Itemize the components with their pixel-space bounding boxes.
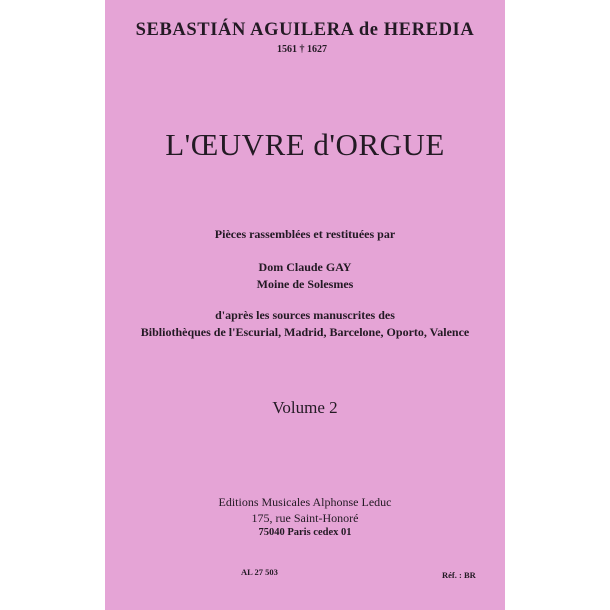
- catalog-code: AL 27 503: [241, 567, 278, 577]
- editor-role: Moine de Solesmes: [256, 277, 354, 291]
- intro-text: Pièces rassemblées et restituées par: [214, 227, 396, 241]
- composer-dates: 1561 † 1627: [277, 44, 327, 55]
- reference-label: Réf. : BR: [442, 570, 476, 580]
- publisher-city: 75040 Paris cedex 01: [258, 527, 352, 538]
- editor-name: Dom Claude GAY: [258, 260, 352, 274]
- sources-line-2: Bibliothèques de l'Escurial, Madrid, Barcelone, Oporto, Valence: [140, 325, 470, 339]
- publisher-name: Editions Musicales Alphonse Leduc: [218, 495, 392, 509]
- volume-number: Volume 2: [272, 398, 338, 417]
- publisher-address: 175, rue Saint-Honoré: [251, 511, 359, 525]
- sources-line-1: d'après les sources manuscrites des: [215, 308, 395, 322]
- score-cover: [105, 0, 505, 610]
- composer-name: SEBASTIÁN AGUILERA de HEREDIA: [135, 20, 475, 40]
- work-title: L'ŒUVRE d'ORGUE: [165, 127, 445, 162]
